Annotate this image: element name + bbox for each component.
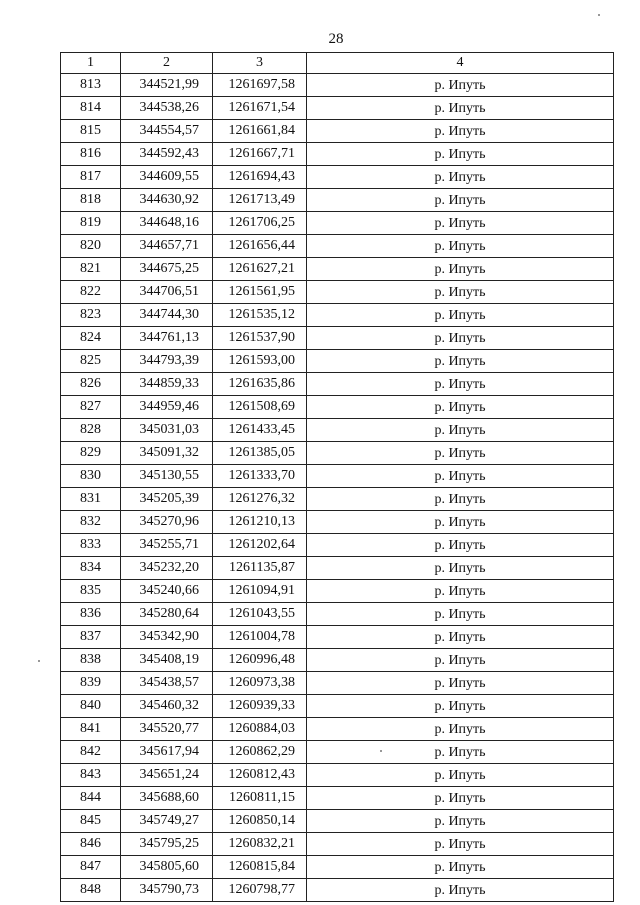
description-cell: р. Ипуть — [307, 741, 614, 764]
point-number-cell: 814 — [61, 97, 121, 120]
x-coordinate-cell: 344648,16 — [121, 212, 213, 235]
x-coordinate-cell: 345342,90 — [121, 626, 213, 649]
point-number-cell: 818 — [61, 189, 121, 212]
description-cell: р. Ипуть — [307, 695, 614, 718]
y-coordinate-cell: 1260811,15 — [213, 787, 307, 810]
y-coordinate-cell: 1261135,87 — [213, 557, 307, 580]
description-cell: р. Ипуть — [307, 879, 614, 902]
x-coordinate-cell: 345688,60 — [121, 787, 213, 810]
x-coordinate-cell: 344538,26 — [121, 97, 213, 120]
point-number-cell: 845 — [61, 810, 121, 833]
x-coordinate-cell: 344630,92 — [121, 189, 213, 212]
table-row — [61, 442, 614, 465]
x-coordinate-cell: 344675,25 — [121, 258, 213, 281]
x-coordinate-cell: 345130,55 — [121, 465, 213, 488]
x-coordinate-cell: 345749,27 — [121, 810, 213, 833]
x-coordinate-cell: 344859,33 — [121, 373, 213, 396]
y-coordinate-cell: 1260884,03 — [213, 718, 307, 741]
description-cell: р. Ипуть — [307, 649, 614, 672]
table-row — [61, 649, 614, 672]
point-number-cell: 848 — [61, 879, 121, 902]
table-row — [61, 488, 614, 511]
table-row — [61, 212, 614, 235]
y-coordinate-cell: 1260832,21 — [213, 833, 307, 856]
x-coordinate-cell: 345091,32 — [121, 442, 213, 465]
y-coordinate-cell: 1261706,25 — [213, 212, 307, 235]
coordinates-table — [60, 52, 614, 902]
x-coordinate-cell: 344609,55 — [121, 166, 213, 189]
point-number-cell: 821 — [61, 258, 121, 281]
table-row — [61, 235, 614, 258]
x-coordinate-cell: 345460,32 — [121, 695, 213, 718]
table-header-row — [61, 53, 614, 74]
point-number-cell: 816 — [61, 143, 121, 166]
table-row — [61, 787, 614, 810]
point-number-cell: 831 — [61, 488, 121, 511]
description-cell: р. Ипуть — [307, 856, 614, 879]
description-cell: р. Ипуть — [307, 833, 614, 856]
x-coordinate-cell: 345651,24 — [121, 764, 213, 787]
x-coordinate-cell: 344592,43 — [121, 143, 213, 166]
table-row — [61, 143, 614, 166]
table-row — [61, 304, 614, 327]
point-number-cell: 820 — [61, 235, 121, 258]
y-coordinate-cell: 1261433,45 — [213, 419, 307, 442]
point-number-cell: 846 — [61, 833, 121, 856]
y-coordinate-cell: 1261202,64 — [213, 534, 307, 557]
table-row — [61, 810, 614, 833]
table-row — [61, 281, 614, 304]
table-row — [61, 856, 614, 879]
y-coordinate-cell: 1261656,44 — [213, 235, 307, 258]
description-cell: р. Ипуть — [307, 419, 614, 442]
y-coordinate-cell: 1260815,84 — [213, 856, 307, 879]
table-row — [61, 626, 614, 649]
description-cell: р. Ипуть — [307, 189, 614, 212]
description-cell: р. Ипуть — [307, 603, 614, 626]
y-coordinate-cell: 1261535,12 — [213, 304, 307, 327]
table-body — [61, 74, 614, 902]
table-row — [61, 603, 614, 626]
y-coordinate-cell: 1260939,33 — [213, 695, 307, 718]
description-cell: р. Ипуть — [307, 373, 614, 396]
table-row — [61, 718, 614, 741]
point-number-cell: 829 — [61, 442, 121, 465]
table-row — [61, 511, 614, 534]
description-cell: р. Ипуть — [307, 557, 614, 580]
y-coordinate-cell: 1261635,86 — [213, 373, 307, 396]
x-coordinate-cell: 345805,60 — [121, 856, 213, 879]
point-number-cell: 828 — [61, 419, 121, 442]
table-row — [61, 534, 614, 557]
scan-speck — [598, 14, 600, 16]
y-coordinate-cell: 1260996,48 — [213, 649, 307, 672]
description-cell: р. Ипуть — [307, 74, 614, 97]
y-coordinate-cell: 1260798,77 — [213, 879, 307, 902]
x-coordinate-cell: 344521,99 — [121, 74, 213, 97]
table-row — [61, 557, 614, 580]
point-number-cell: 837 — [61, 626, 121, 649]
x-coordinate-cell: 345520,77 — [121, 718, 213, 741]
description-cell: р. Ипуть — [307, 97, 614, 120]
description-cell: р. Ипуть — [307, 810, 614, 833]
x-coordinate-cell: 345280,64 — [121, 603, 213, 626]
column-header-3: 3 — [213, 53, 307, 74]
y-coordinate-cell: 1261593,00 — [213, 350, 307, 373]
y-coordinate-cell: 1261661,84 — [213, 120, 307, 143]
description-cell: р. Ипуть — [307, 350, 614, 373]
table-row — [61, 764, 614, 787]
y-coordinate-cell: 1261043,55 — [213, 603, 307, 626]
table-row — [61, 258, 614, 281]
description-cell: р. Ипуть — [307, 304, 614, 327]
point-number-cell: 824 — [61, 327, 121, 350]
point-number-cell: 830 — [61, 465, 121, 488]
x-coordinate-cell: 344706,51 — [121, 281, 213, 304]
page-number: 28 — [328, 31, 344, 47]
description-cell: р. Ипуть — [307, 281, 614, 304]
table-row — [61, 465, 614, 488]
point-number-cell: 819 — [61, 212, 121, 235]
point-number-cell: 847 — [61, 856, 121, 879]
point-number-cell: 834 — [61, 557, 121, 580]
table-row — [61, 879, 614, 902]
point-number-cell: 823 — [61, 304, 121, 327]
point-number-cell: 825 — [61, 350, 121, 373]
y-coordinate-cell: 1260812,43 — [213, 764, 307, 787]
point-number-cell: 817 — [61, 166, 121, 189]
y-coordinate-cell: 1261094,91 — [213, 580, 307, 603]
x-coordinate-cell: 345240,66 — [121, 580, 213, 603]
description-cell: р. Ипуть — [307, 718, 614, 741]
column-header-4: 4 — [307, 53, 614, 74]
point-number-cell: 844 — [61, 787, 121, 810]
point-number-cell: 822 — [61, 281, 121, 304]
y-coordinate-cell: 1261537,90 — [213, 327, 307, 350]
table-row — [61, 166, 614, 189]
y-coordinate-cell: 1261627,21 — [213, 258, 307, 281]
x-coordinate-cell: 345205,39 — [121, 488, 213, 511]
description-cell: р. Ипуть — [307, 626, 614, 649]
table-row — [61, 373, 614, 396]
point-number-cell: 840 — [61, 695, 121, 718]
y-coordinate-cell: 1261694,43 — [213, 166, 307, 189]
x-coordinate-cell: 344793,39 — [121, 350, 213, 373]
y-coordinate-cell: 1261561,95 — [213, 281, 307, 304]
table-row — [61, 419, 614, 442]
table-row — [61, 327, 614, 350]
table-row — [61, 396, 614, 419]
description-cell: р. Ипуть — [307, 396, 614, 419]
scan-speck — [380, 750, 382, 752]
description-cell: р. Ипуть — [307, 442, 614, 465]
description-cell: р. Ипуть — [307, 258, 614, 281]
point-number-cell: 843 — [61, 764, 121, 787]
x-coordinate-cell: 345255,71 — [121, 534, 213, 557]
table-row — [61, 695, 614, 718]
y-coordinate-cell: 1260862,29 — [213, 741, 307, 764]
y-coordinate-cell: 1261508,69 — [213, 396, 307, 419]
scan-speck — [38, 660, 40, 662]
x-coordinate-cell: 345232,20 — [121, 557, 213, 580]
table-row — [61, 580, 614, 603]
y-coordinate-cell: 1261671,54 — [213, 97, 307, 120]
table-row — [61, 741, 614, 764]
y-coordinate-cell: 1261385,05 — [213, 442, 307, 465]
description-cell: р. Ипуть — [307, 488, 614, 511]
x-coordinate-cell: 344761,13 — [121, 327, 213, 350]
x-coordinate-cell: 344959,46 — [121, 396, 213, 419]
description-cell: р. Ипуть — [307, 212, 614, 235]
point-number-cell: 839 — [61, 672, 121, 695]
y-coordinate-cell: 1260850,14 — [213, 810, 307, 833]
x-coordinate-cell: 345438,57 — [121, 672, 213, 695]
description-cell: р. Ипуть — [307, 327, 614, 350]
table-row — [61, 120, 614, 143]
description-cell: р. Ипуть — [307, 465, 614, 488]
x-coordinate-cell: 345617,94 — [121, 741, 213, 764]
point-number-cell: 835 — [61, 580, 121, 603]
y-coordinate-cell: 1261276,32 — [213, 488, 307, 511]
x-coordinate-cell: 344554,57 — [121, 120, 213, 143]
x-coordinate-cell: 345270,96 — [121, 511, 213, 534]
x-coordinate-cell: 345031,03 — [121, 419, 213, 442]
table-row — [61, 189, 614, 212]
x-coordinate-cell: 344657,71 — [121, 235, 213, 258]
description-cell: р. Ипуть — [307, 787, 614, 810]
x-coordinate-cell: 345790,73 — [121, 879, 213, 902]
x-coordinate-cell: 345795,25 — [121, 833, 213, 856]
x-coordinate-cell: 344744,30 — [121, 304, 213, 327]
description-cell: р. Ипуть — [307, 235, 614, 258]
y-coordinate-cell: 1260973,38 — [213, 672, 307, 695]
table-row — [61, 97, 614, 120]
column-header-2: 2 — [121, 53, 213, 74]
y-coordinate-cell: 1261210,13 — [213, 511, 307, 534]
description-cell: р. Ипуть — [307, 143, 614, 166]
point-number-cell: 832 — [61, 511, 121, 534]
description-cell: р. Ипуть — [307, 166, 614, 189]
point-number-cell: 827 — [61, 396, 121, 419]
table-row — [61, 74, 614, 97]
point-number-cell: 815 — [61, 120, 121, 143]
point-number-cell: 841 — [61, 718, 121, 741]
description-cell: р. Ипуть — [307, 534, 614, 557]
table-row — [61, 672, 614, 695]
y-coordinate-cell: 1261667,71 — [213, 143, 307, 166]
table-row — [61, 350, 614, 373]
description-cell: р. Ипуть — [307, 580, 614, 603]
description-cell: р. Ипуть — [307, 120, 614, 143]
table-row — [61, 833, 614, 856]
description-cell: р. Ипуть — [307, 511, 614, 534]
y-coordinate-cell: 1261333,70 — [213, 465, 307, 488]
point-number-cell: 836 — [61, 603, 121, 626]
y-coordinate-cell: 1261713,49 — [213, 189, 307, 212]
point-number-cell: 826 — [61, 373, 121, 396]
point-number-cell: 833 — [61, 534, 121, 557]
y-coordinate-cell: 1261697,58 — [213, 74, 307, 97]
column-header-1: 1 — [61, 53, 121, 74]
point-number-cell: 813 — [61, 74, 121, 97]
x-coordinate-cell: 345408,19 — [121, 649, 213, 672]
point-number-cell: 842 — [61, 741, 121, 764]
y-coordinate-cell: 1261004,78 — [213, 626, 307, 649]
description-cell: р. Ипуть — [307, 764, 614, 787]
point-number-cell: 838 — [61, 649, 121, 672]
description-cell: р. Ипуть — [307, 672, 614, 695]
